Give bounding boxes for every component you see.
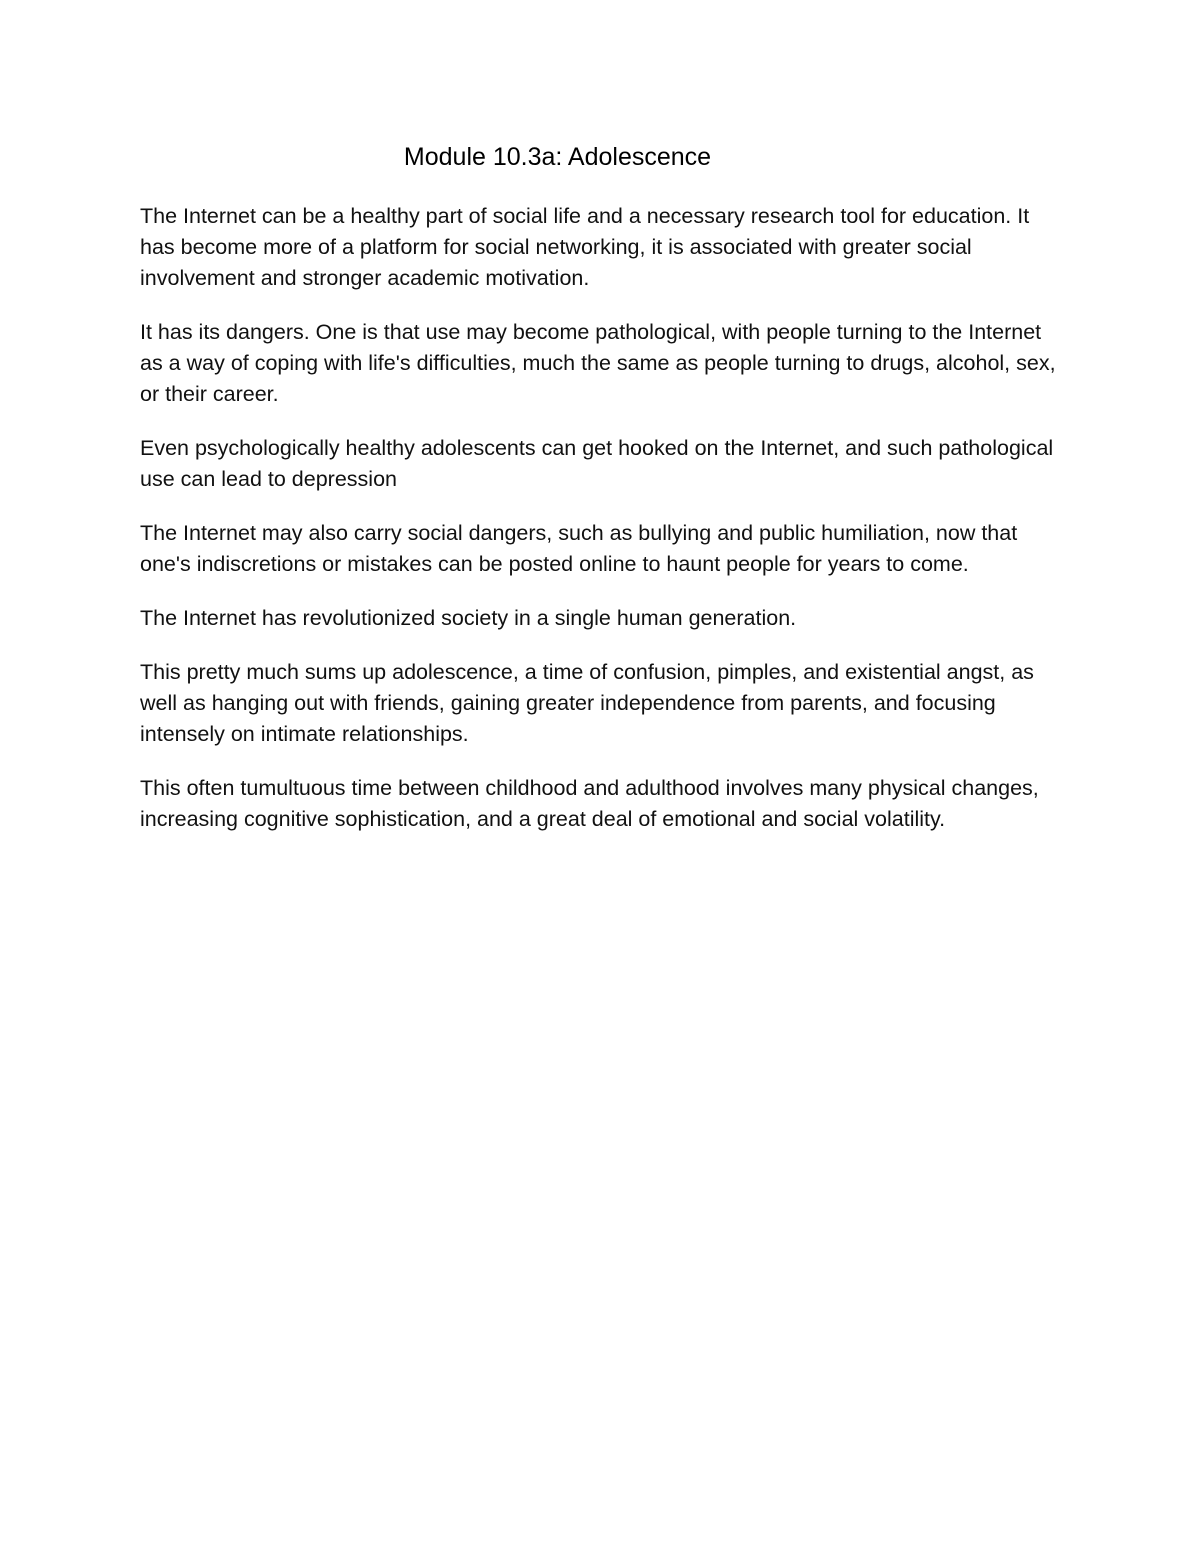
paragraph-6: This pretty much sums up adolescence, a time of confusion, pimples, and existential angst, as well as hanging out with friends, gaining greater independence from parents, and focusing intensely on intimate relationships. xyxy=(140,660,1034,746)
paragraph-7: This often tumultuous time between childhood and adulthood involves many physical changes, increasing cognitive sophistication, and a great deal of emotional and social volatility. xyxy=(140,776,1039,831)
paragraph-4: The Internet may also carry social dangers, such as bullying and public humiliation, now that one's indiscretions or mistakes can be posted online to haunt people for years to come. xyxy=(140,521,1018,576)
paragraph-5: The Internet has revolutionized society in a single human generation. xyxy=(140,606,797,630)
document-content xyxy=(140,140,1065,858)
page-title: Module 10.3a: Adolescence xyxy=(403,143,712,171)
paragraph-2: It has its dangers. One is that use may become pathological, with people turning to the Internet as a way of coping with life's difficulties, much the same as people turning to drugs, alcohol, sex, or their career. xyxy=(140,320,1056,406)
paragraph-1: The Internet can be a healthy part of social life and a necessary research tool for education. It has become more of a platform for social networking, it is associated with greater social involvement and stronger academic motivation. xyxy=(140,204,1030,290)
paragraph-3: Even psychologically healthy adolescents can get hooked on the Internet, and such pathological use can lead to depression xyxy=(140,436,1054,491)
